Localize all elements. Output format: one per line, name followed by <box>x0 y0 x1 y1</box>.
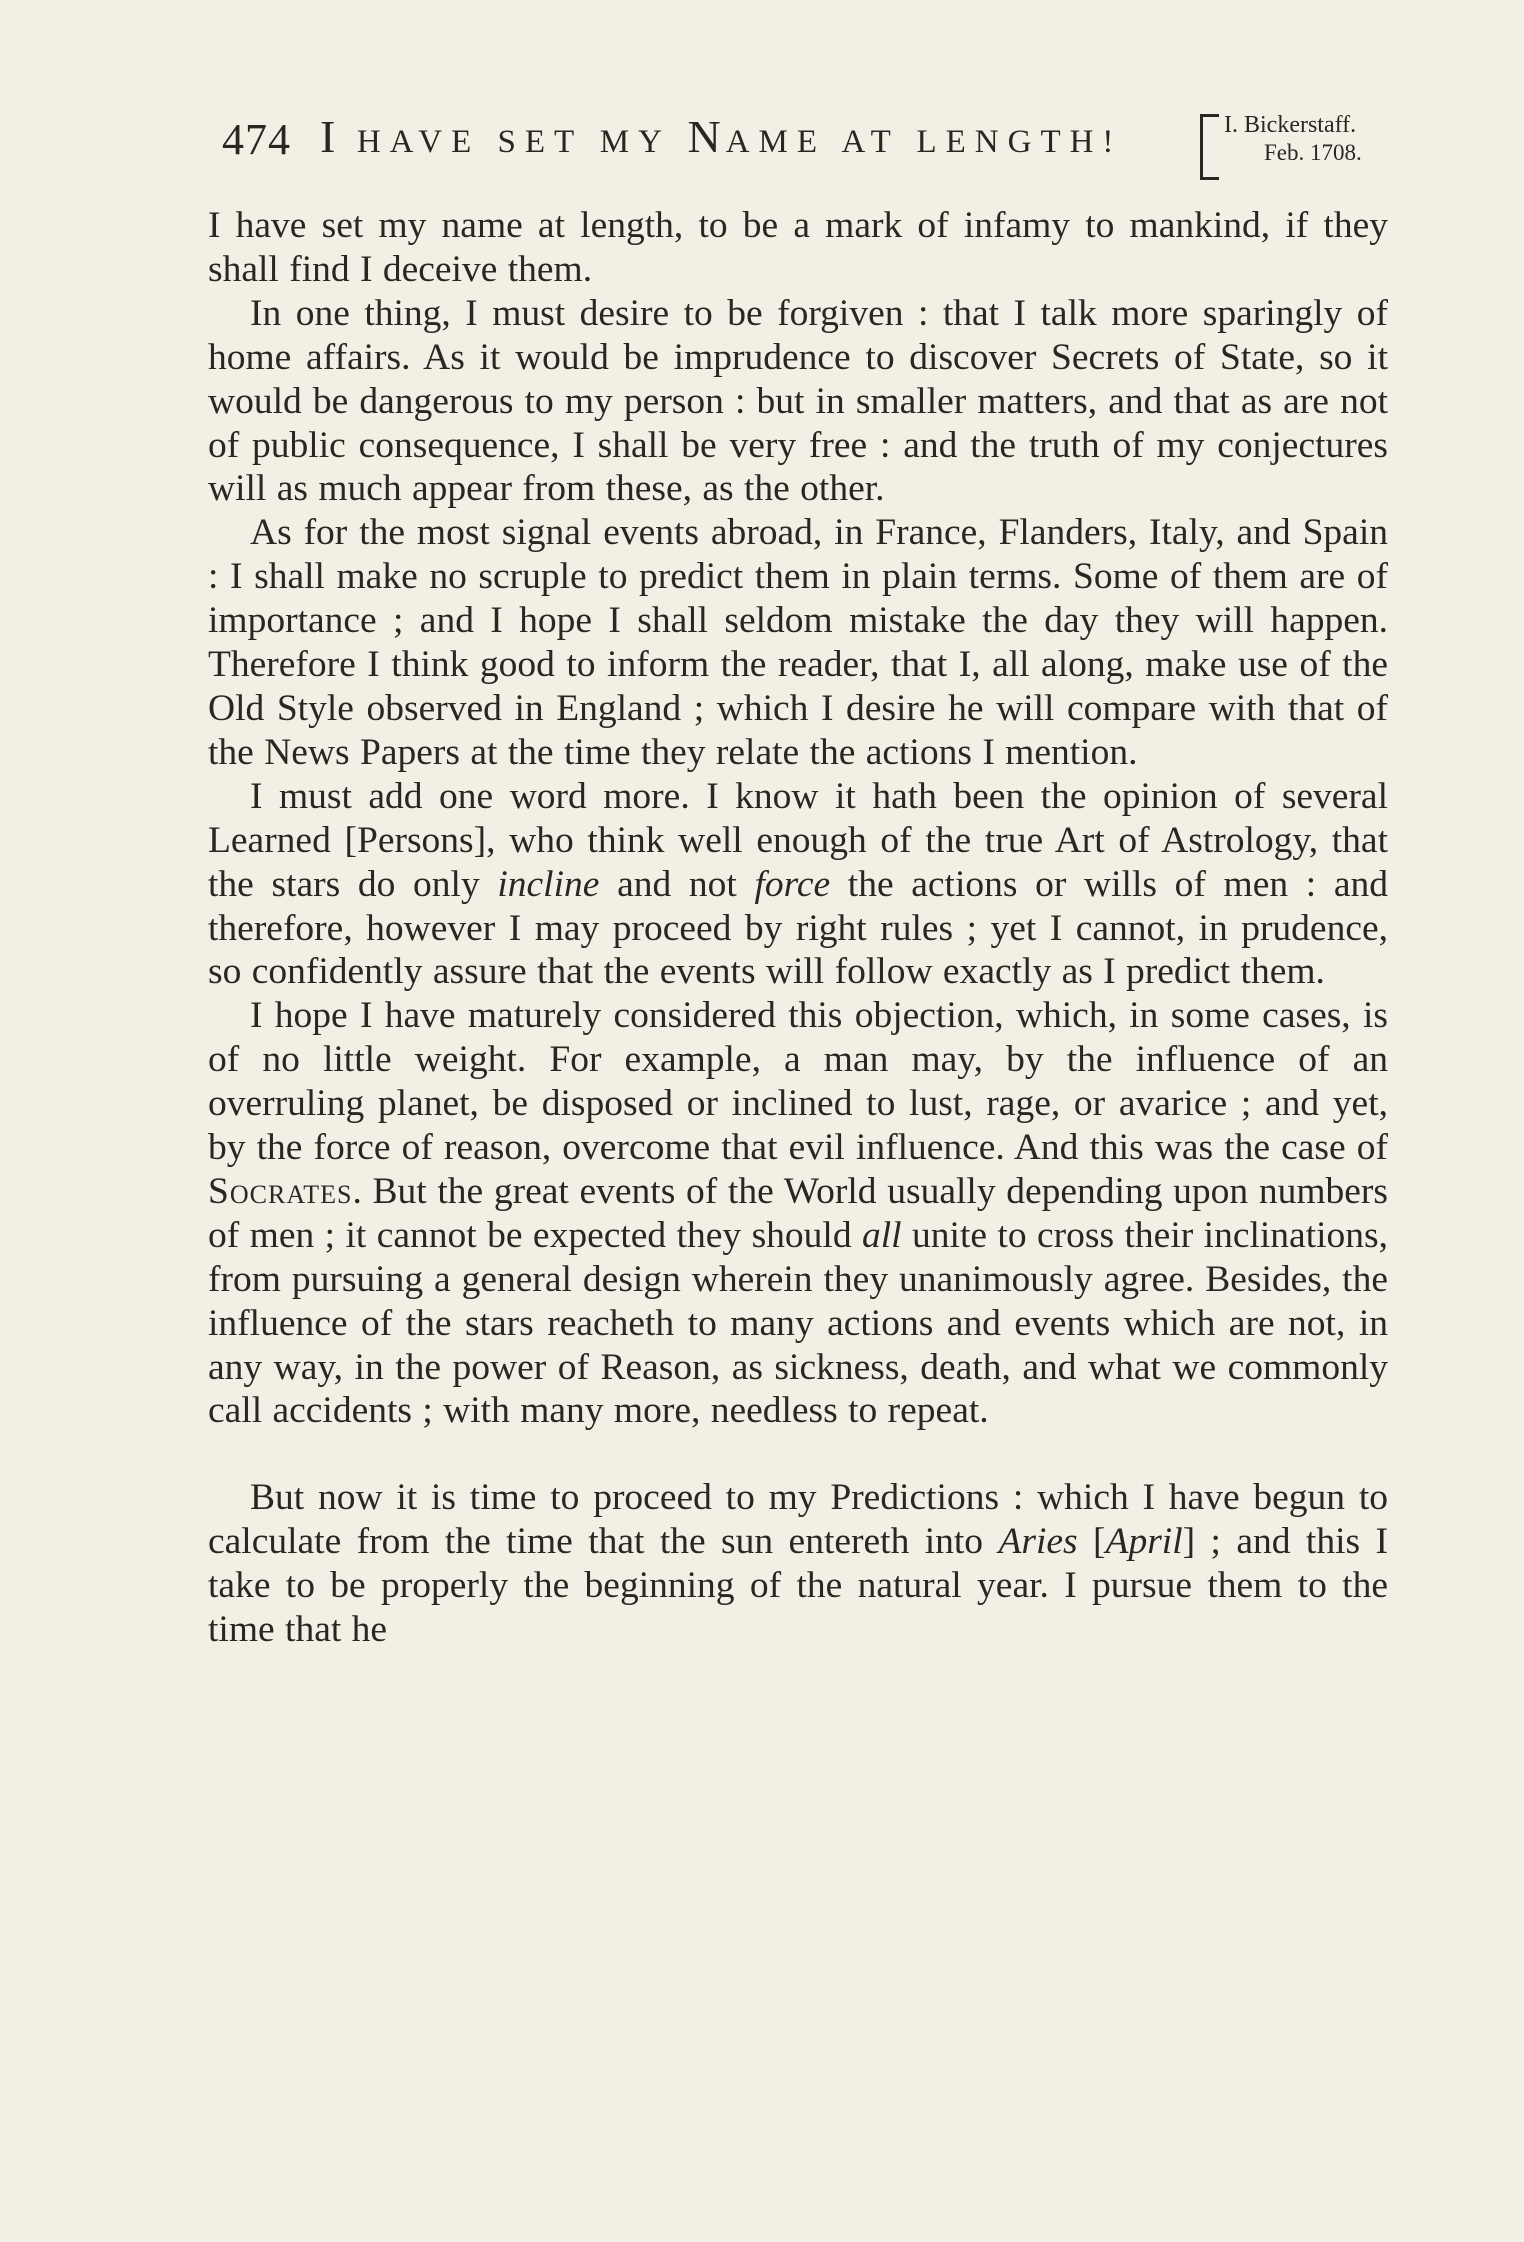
title-part-2: AME AT LENGTH! <box>725 124 1123 160</box>
ref-date: Feb. 1708. <box>1264 140 1362 165</box>
title-initial-2: N <box>687 111 726 162</box>
running-title <box>320 110 1122 163</box>
text-run: [ <box>1077 1521 1106 1563</box>
title-initial-1: I <box>320 111 341 162</box>
text-run: But now it is time to proceed to my Predictions : which I have begun to calculate from the time that the sun entereth into <box>208 1477 1388 1563</box>
ref-author: I. Bickerstaff. <box>1224 112 1357 138</box>
paragraph-5 <box>208 994 1388 1433</box>
small-caps-name: Socrates <box>208 1170 353 1212</box>
paragraph-2: In one thing, I must desire to be forgiven : that I talk more sparingly of home affairs. As it would be imprudence to discover Secrets of State, so it would be dangerous to my person : but in smaller matters, and that as are not of public consequence, I shall be very free : and the truth of my conjectures will as much appear from these, as the other. <box>208 292 1388 510</box>
running-header <box>222 106 1402 186</box>
italic-word: incline <box>497 863 600 905</box>
title-part-1: HAVE SET MY <box>356 124 671 160</box>
paragraph-6 <box>208 1476 1388 1652</box>
body-text <box>208 204 1388 1652</box>
bracket-mark <box>1200 114 1219 180</box>
paragraph-1: I have set my name at length, to be a mark of infamy to mankind, if they shall find I deceive them. <box>208 205 1388 290</box>
text-run: I must add one word more. I know it hath been the opinion of several Learned [Persons], who think well enough of the true Art of Astrology, that the stars do only <box>208 775 1388 905</box>
text-run: and not <box>599 863 755 905</box>
italic-word: Aries <box>998 1521 1078 1563</box>
page-number: 474 <box>222 115 291 164</box>
text-run: unite to cross their inclinations, from pursuing a general design wherein they unanimously agree. Besides, the influence of the stars reacheth to many actions and events which are not, in any way, in the power of Reason, as sickness, death, and what we commonly call accidents ; with many more, needless to repeat. <box>208 1214 1388 1432</box>
text-run: . But the great events of the World usually depending upon numbers of men ; it cannot be expected they should <box>208 1170 1388 1256</box>
italic-word: all <box>862 1214 902 1256</box>
italic-word: April <box>1105 1521 1183 1563</box>
text-run: ] ; and this I take to be properly the beginning of the natural year. I pursue them to the time that he <box>208 1521 1388 1651</box>
text-run: I hope I have maturely considered this objection, which, in some cases, is of no little weight. For example, a man may, by the influence of an overruling planet, be disposed or inclined to lust, rage, or avarice ; and yet, by the force of reason, overcome that evil influence. And this was the case of <box>208 995 1388 1169</box>
text-run: the actions or wills of men : and therefore, however I may proceed by right rules ; yet I cannot, in prudence, so confidently assure that the events will follow exactly as I predict them. <box>208 863 1388 993</box>
paragraph-4 <box>208 775 1388 995</box>
paragraph-3: As for the most signal events abroad, in France, Flanders, Italy, and Spain : I shall make no scruple to predict them in plain terms. Some of them are of importance ; and I hope I shall seldom mistake the day they will happen. Therefore I think good to inform the reader, that I, all along, make use of the Old Style observed in England ; which I desire he will compare with that of the News Papers at the time they relate the actions I mention. <box>208 512 1388 773</box>
italic-word: force <box>754 863 831 905</box>
margin-reference <box>1200 106 1410 184</box>
